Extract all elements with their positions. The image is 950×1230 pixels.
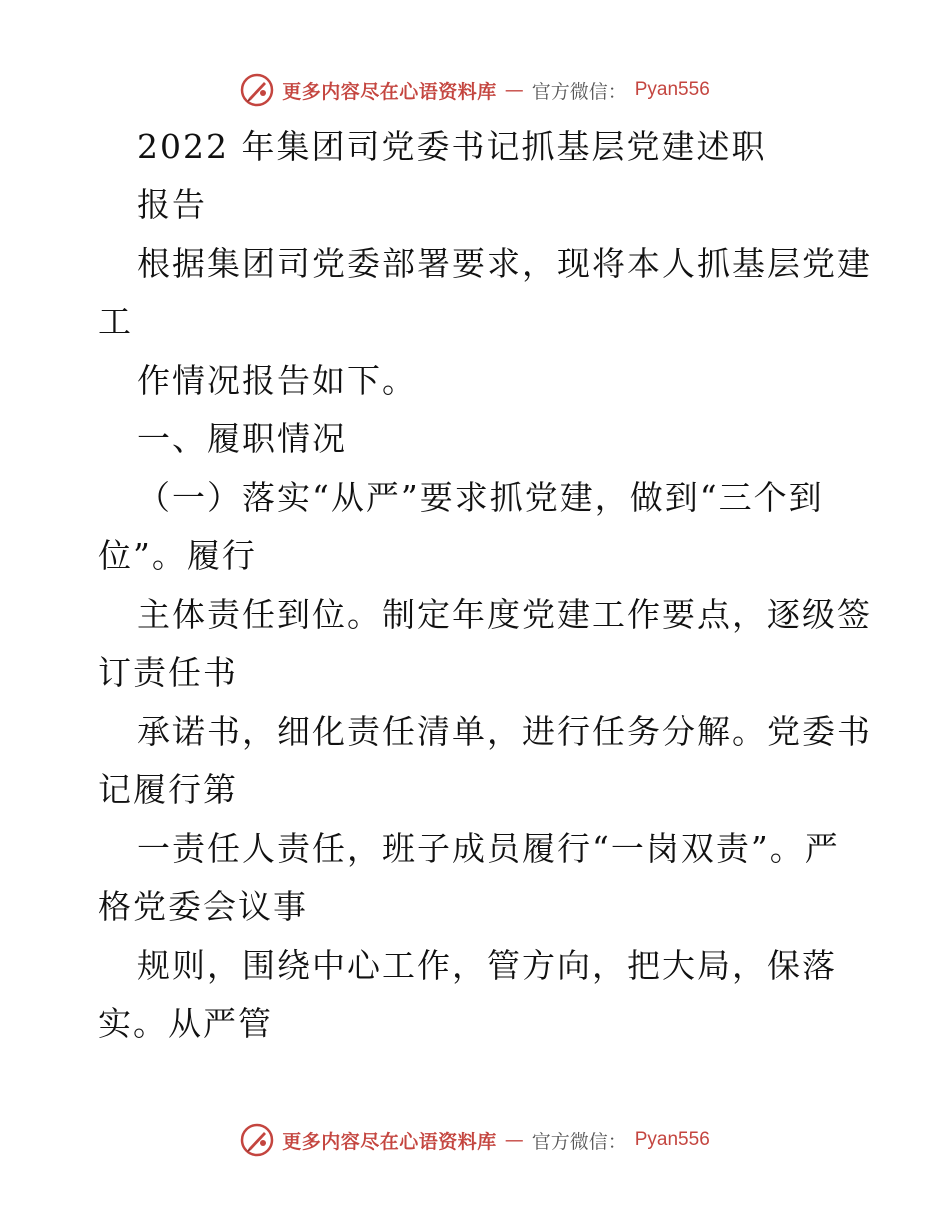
doc-line: 报告 xyxy=(137,185,207,224)
doc-line: 格党委会议事 xyxy=(98,887,308,926)
watermark-dash: — xyxy=(504,79,524,101)
watermark-main-text: 更多内容尽在心语资料库 xyxy=(282,1130,497,1153)
watermark-footer xyxy=(0,1120,950,1160)
quill-logo-icon xyxy=(240,73,274,107)
doc-line: 承诺书，细化责任清单，进行任务分解。党委书 xyxy=(137,712,872,751)
doc-line: 一责任人责任，班子成员履行“一岗双责”。严 xyxy=(137,829,840,868)
watermark-sub-text: 官方微信： xyxy=(531,1130,627,1153)
watermark-wechat-id: Pyan556 xyxy=(634,79,710,100)
doc-line: 订责任书 xyxy=(98,653,238,692)
watermark-main-text: 更多内容尽在心语资料库 xyxy=(282,80,497,103)
doc-line: 规则，围绕中心工作，管方向，把大局，保落 xyxy=(137,946,837,985)
watermark-sub-text: 官方微信： xyxy=(531,80,627,103)
doc-line: 作情况报告如下。 xyxy=(137,361,417,400)
doc-line: 根据集团司党委部署要求，现将本人抓基层党建 xyxy=(137,244,872,283)
watermark-header xyxy=(0,70,950,110)
doc-line: 工 xyxy=(98,302,133,341)
doc-line: 一、履职情况 xyxy=(137,419,347,458)
doc-line: 位”。履行 xyxy=(98,536,257,575)
watermark-dash: — xyxy=(504,1129,524,1151)
doc-line: 记履行第 xyxy=(98,770,238,809)
quill-logo-icon xyxy=(240,1123,274,1157)
watermark-wechat-id: Pyan556 xyxy=(634,1129,710,1150)
doc-line: 主体责任到位。制定年度党建工作要点，逐级签 xyxy=(137,595,872,634)
doc-line: （一）落实“从严”要求抓党建，做到“三个到 xyxy=(137,478,824,517)
doc-line: 实。从严管 xyxy=(98,1004,273,1043)
doc-line: 2022 年集团司党委书记抓基层党建述职 xyxy=(137,127,767,166)
